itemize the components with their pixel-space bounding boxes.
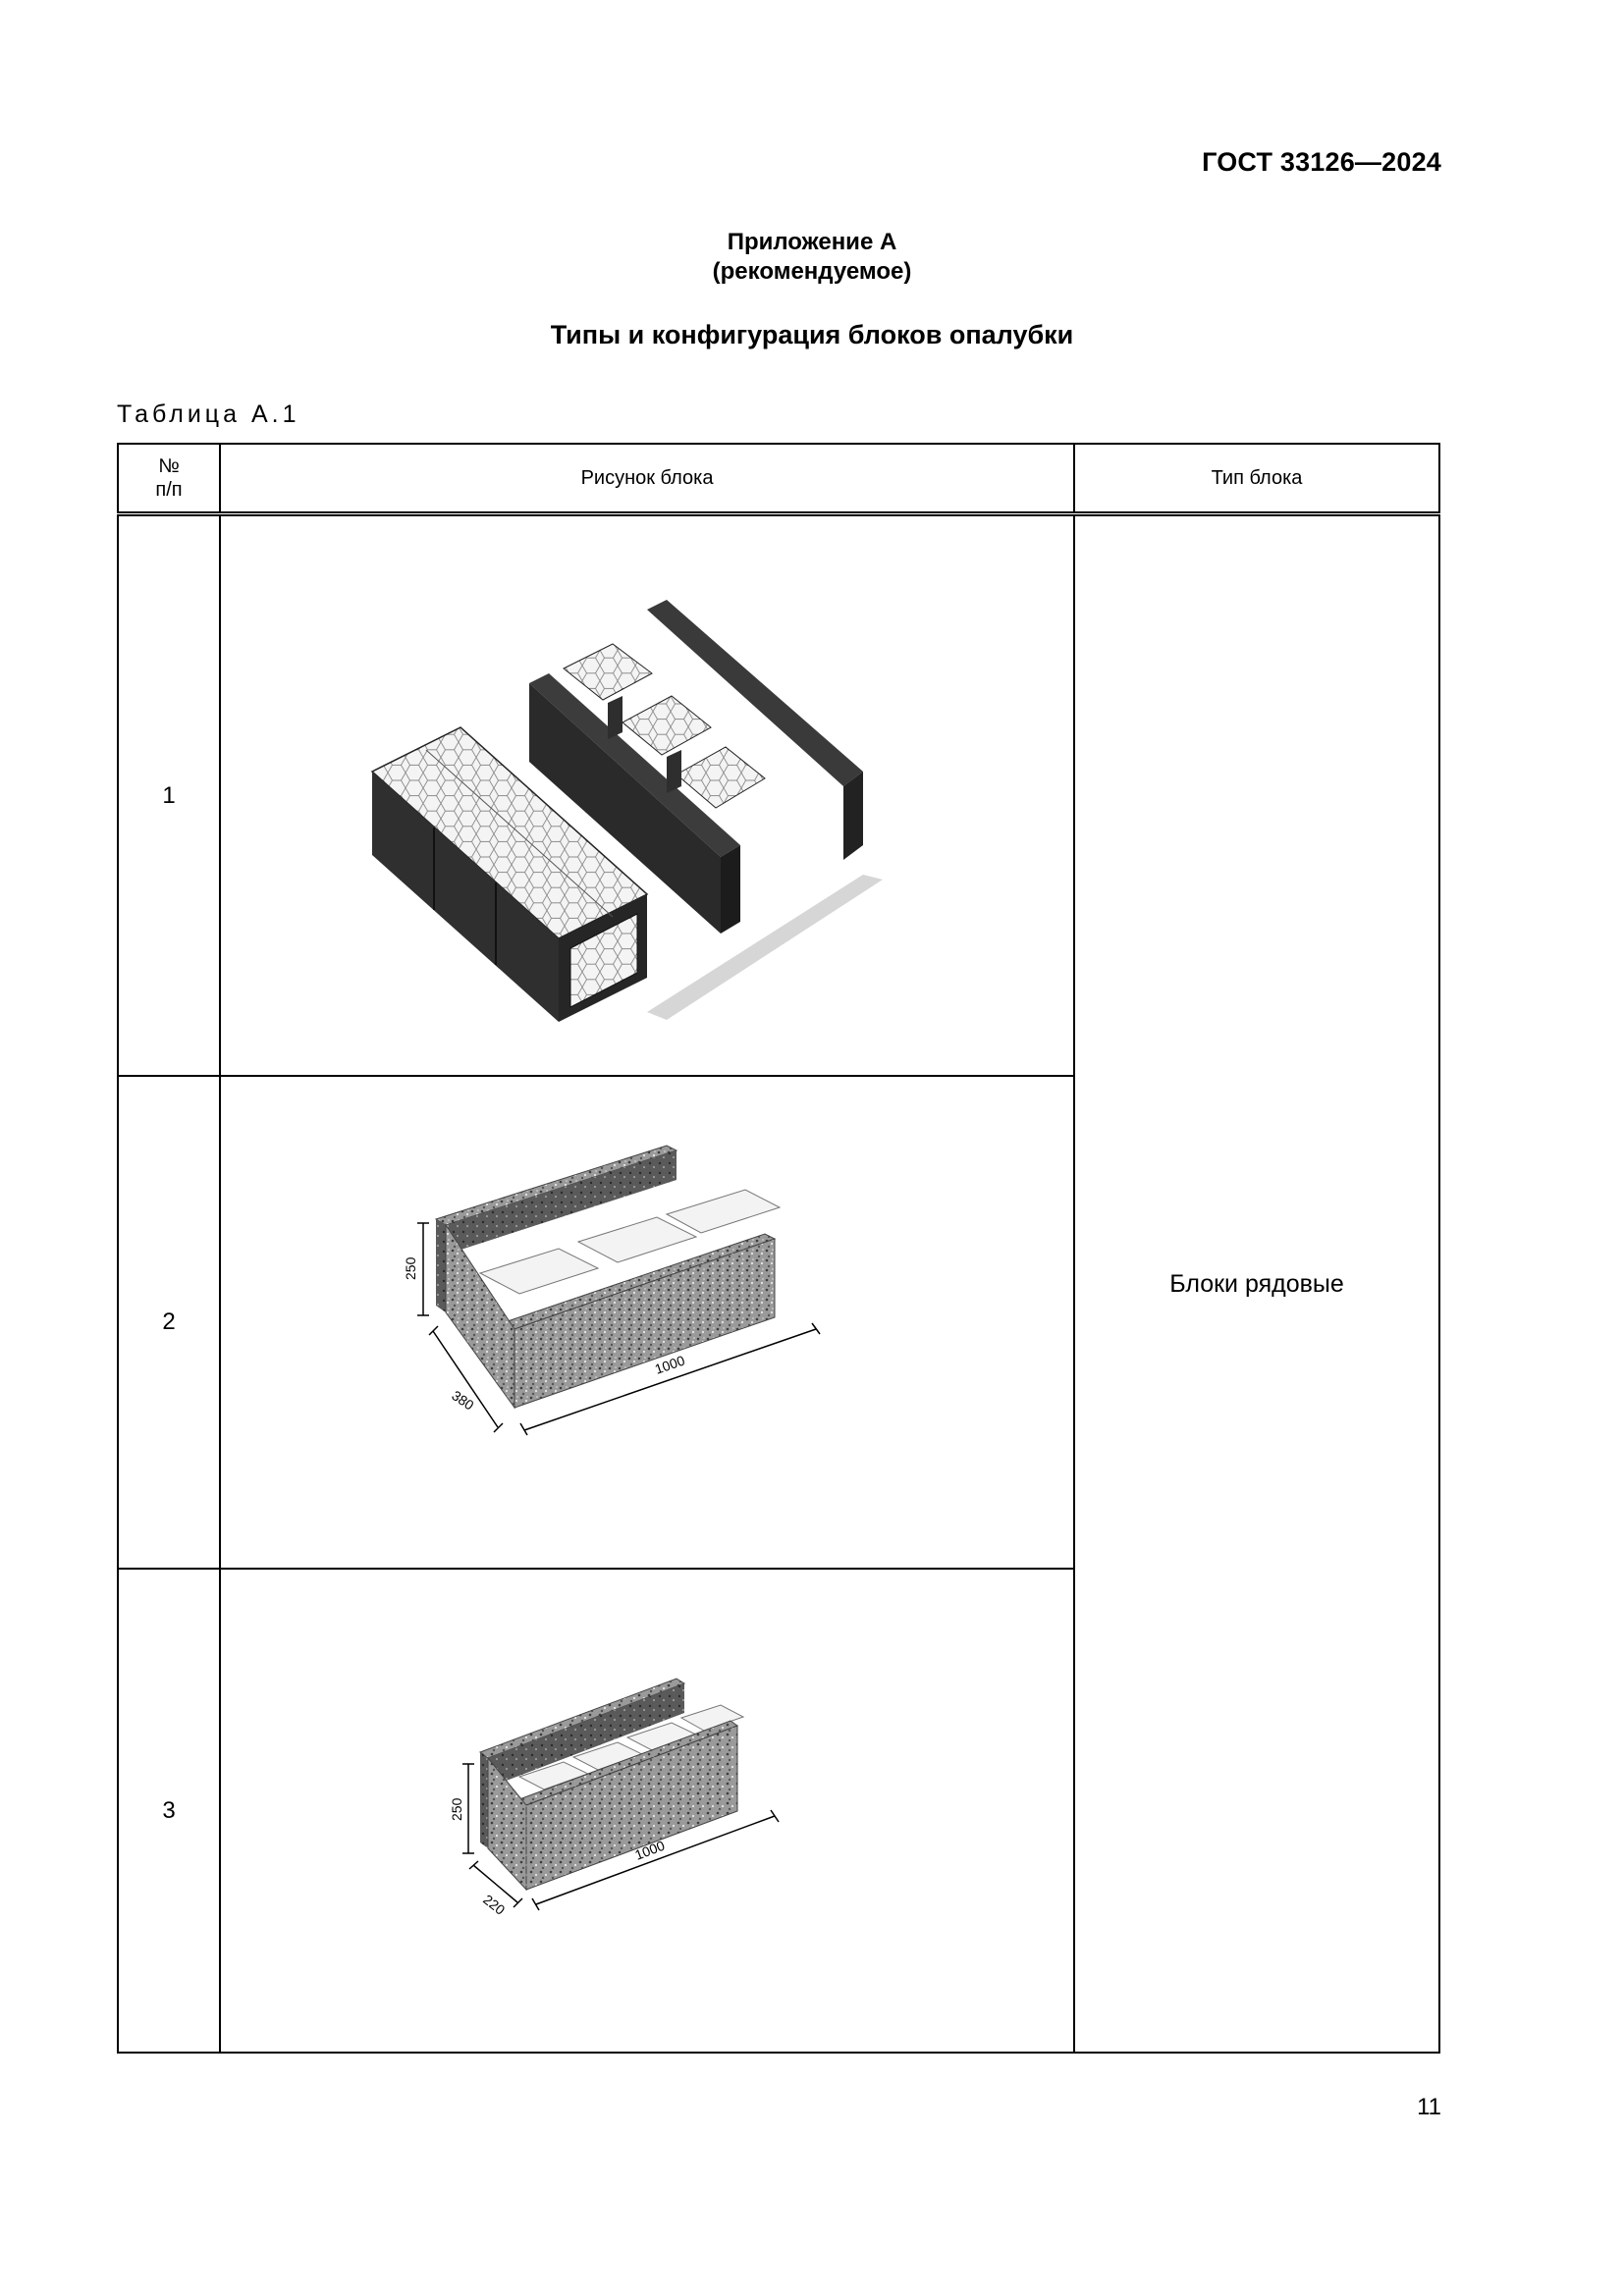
- block-3-illustration: [372, 1625, 922, 1998]
- dimension-depth-label: 380: [449, 1387, 477, 1414]
- appendix-title: Приложение А: [727, 229, 897, 255]
- dimension-length-label: 1000: [632, 1837, 668, 1863]
- row-number: 1: [118, 514, 220, 1077]
- row-number: 3: [118, 1569, 220, 2053]
- section-title: Типы и конфигурация блоков опалубки: [550, 320, 1074, 349]
- block-type-cell: Блоки рядовые: [1074, 514, 1439, 2054]
- row-number: 2: [118, 1076, 220, 1569]
- block-figure-cell: [220, 514, 1074, 1077]
- dimension-height-label: 250: [403, 1256, 418, 1280]
- dimension-depth-label: 220: [480, 1891, 509, 1918]
- header-number-sign: №: [158, 455, 180, 477]
- header-number-abbr: п/п: [155, 479, 183, 501]
- page-number: 11: [1417, 2094, 1441, 2120]
- document-code: ГОСТ 33126—2024: [1202, 147, 1441, 177]
- block-2-illustration: [352, 1111, 942, 1533]
- header-number: [118, 444, 220, 514]
- table-label: Таблица А.1: [117, 400, 300, 428]
- block-figure-cell: [220, 1076, 1074, 1569]
- header-figure: Рисунок блока: [220, 444, 1074, 514]
- dimension-length-label: 1000: [652, 1352, 687, 1377]
- table-row: [118, 514, 1439, 1077]
- appendix-heading: [0, 228, 1624, 287]
- blocks-table: [117, 443, 1440, 2054]
- table-header-row: [118, 444, 1439, 514]
- block-1-illustration: [352, 551, 942, 1041]
- dimension-height-label: 250: [449, 1797, 464, 1821]
- header-type: Тип блока: [1074, 444, 1439, 514]
- block-figure-cell: [220, 1569, 1074, 2053]
- appendix-status: (рекомендуемое): [712, 258, 912, 285]
